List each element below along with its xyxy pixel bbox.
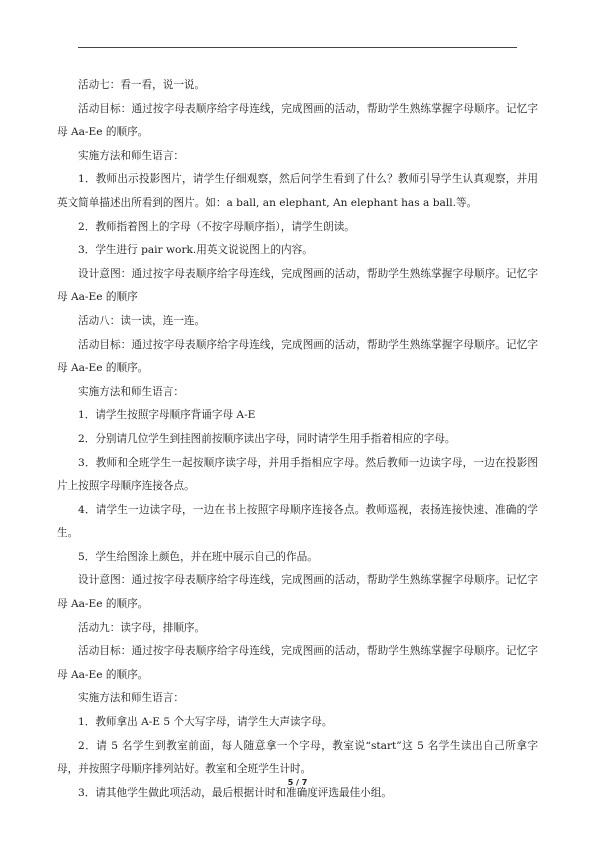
paragraph: 实施方法和师生语言：	[78, 385, 184, 398]
paragraph: 2．教师指着图上的字母（不按字母顺序指），请学生朗读。	[78, 220, 355, 233]
paragraph: 活动目标：通过按字母表顺序给字母连线，完成图画的活动，帮助学生熟练掌握字母顺序。记忆字母 Aa-Ee 的顺序。	[57, 338, 538, 375]
paragraph: 1．教师拿出 A-E 5 个大写字母，请学生大声读字母。	[78, 716, 333, 729]
paragraph: 5．学生给图涂上颜色，并在班中展示自己的作品。	[78, 550, 318, 563]
paragraph: 活动七：看一看，说一说。	[78, 79, 206, 91]
paragraph: 1．教师出示投影图片，请学生仔细观察，然后问学生看到了什么？教师引导学生认真观察，并用英文简单描述出所看到的图片。如：a ball, an elephant, An elephant has a ball.等。	[57, 173, 538, 209]
paragraph: 实施方法和师生语言：	[78, 692, 184, 705]
paragraph: 设计意图：通过按字母表顺序给字母连线，完成图画的活动，帮助学生熟练掌握字母顺序。记忆字母 Aa-Ee 的顺序。	[57, 574, 538, 611]
header-rule	[78, 47, 517, 48]
paragraph: 3．教师和全班学生一起按顺序读字母，并用手指相应字母。然后教师一边读字母，一边在投影图片上按照字母顺序连接各点。	[57, 456, 538, 493]
paragraph: 实施方法和师生语言：	[78, 149, 184, 162]
paragraph: 2．分别请几位学生到挂图前按顺序读出字母，同时请学生用手指着相应的字母。	[78, 432, 456, 445]
paragraph: 2．请 5 名学生到教室前面，每人随意拿一个字母，教室说“start”这 5 名学生读出自己所拿字母，并按照字母顺序排列站好。教室和全班学生计时。	[57, 739, 538, 776]
paragraph: 4．请学生一边读字母，一边在书上按照字母顺序连接各点。教师巡视，表扬连接快速、准确的学生。	[57, 503, 538, 540]
paragraph: 活动目标：通过按字母表顺序给字母连线，完成图画的活动，帮助学生熟练掌握字母顺序。记忆字母 Aa-Ee 的顺序。	[57, 645, 538, 681]
paragraph: 3．请其他学生做此项活动，最后根据计时和准确度评选最佳小组。	[78, 786, 392, 799]
paragraph: 1．请学生按照字母顺序背诵字母 A-E	[78, 409, 256, 422]
paragraph: 活动九：读字母，排顺序。	[78, 621, 206, 634]
paragraph: 设计意图：通过按字母表顺序给字母连线，完成图画的活动，帮助学生熟练掌握字母顺序。记忆字母 Aa-Ee 的顺序	[57, 267, 538, 304]
paragraph: 3．学生进行 pair work.用英文说说图上的内容。	[78, 244, 313, 257]
paragraph: 活动八：读一读，连一连。	[78, 314, 206, 327]
page-number: 5 / 7	[287, 778, 308, 787]
paragraph: 活动目标：通过按字母表顺序给字母连线，完成图画的活动，帮助学生熟练掌握字母顺序。记忆字母 Aa-Ee 的顺序。	[57, 102, 538, 139]
document-body	[57, 74, 538, 805]
